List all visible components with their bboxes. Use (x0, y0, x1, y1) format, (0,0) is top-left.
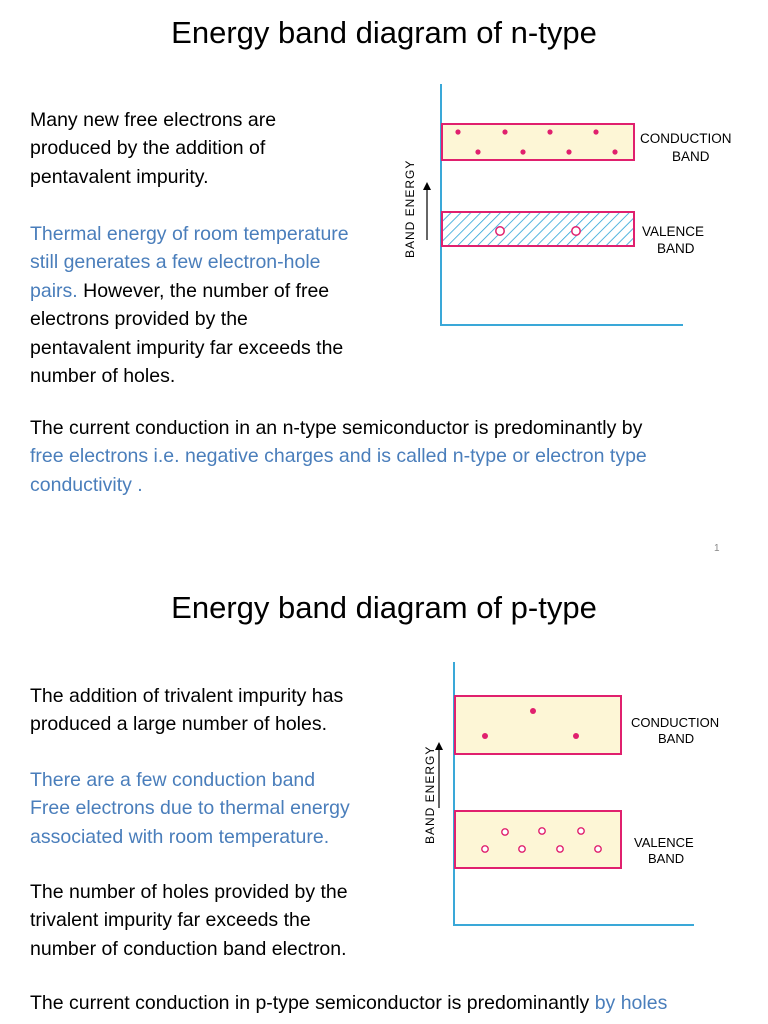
text-conduction-intro: The current conduction in p-type semiconductor is predominantly (30, 992, 595, 1014)
valence-band (455, 811, 621, 868)
hole-circle (539, 828, 545, 834)
hole-circle (572, 227, 580, 235)
highlight-thermal-energy: Thermal energy of room temperature still generates a few electron-hole pairs. (30, 223, 349, 302)
paragraph-current-conduction (30, 414, 750, 499)
paragraph-free-electrons: Many new free electrons are produced by the addition of pentavalent impurity. (30, 109, 277, 188)
slide-title: Energy band diagram of p-type (171, 590, 597, 625)
p-type-band-diagram (410, 660, 730, 930)
hole-circle (496, 227, 504, 235)
valence-label-line1: VALENCE (642, 224, 705, 239)
hole-circle (502, 829, 508, 835)
electron-dot (482, 733, 488, 739)
electron-dot (573, 733, 579, 739)
conduction-band (455, 696, 621, 754)
highlight-by-holes: by holes (594, 992, 668, 1014)
electron-dot (520, 149, 525, 154)
highlight-electron-conductivity: free electrons i.e. negative charges and is called n-type or electron type conductivity . (30, 445, 647, 496)
hole-circle (595, 846, 601, 852)
paragraph-thermal-energy (30, 220, 400, 390)
valence-band (442, 212, 634, 246)
conduction-label-line2: BAND (672, 149, 710, 164)
paragraph-holes-exceed: The number of holes provided by the trivalent impurity far exceeds the number of conduction band electron. (30, 881, 348, 960)
hole-circle (557, 846, 563, 852)
electron-dot (566, 149, 571, 154)
page-number: 1 (714, 543, 720, 554)
valence-label-line1: VALENCE (634, 835, 694, 850)
axis-label: BAND ENERGY (403, 159, 417, 258)
electron-dot (612, 149, 617, 154)
arrow-head-icon (423, 182, 431, 190)
electron-dot (593, 129, 598, 134)
electron-dot (530, 708, 536, 714)
n-type-band-diagram (395, 80, 755, 335)
hole-circle (519, 846, 525, 852)
electron-dot (502, 129, 507, 134)
valence-label-line2: BAND (657, 241, 695, 256)
slide-title: Energy band diagram of n-type (171, 15, 597, 50)
text-free-electrons-exceed: However, the number of free electrons provided by the pentavalent impurity far exceeds the number of holes. (30, 279, 344, 388)
electron-dot (547, 129, 552, 134)
electron-dot (455, 129, 460, 134)
slide-p-type (0, 575, 768, 1024)
axis-label: BAND ENERGY (423, 745, 437, 844)
valence-label-line2: BAND (648, 851, 685, 866)
hole-circle (482, 846, 488, 852)
paragraph-hole-conduction (30, 989, 760, 1017)
conduction-label-line2: BAND (658, 731, 695, 746)
hole-circle (578, 828, 584, 834)
electron-dot (475, 149, 480, 154)
paragraph-thermal-electrons: There are a few conduction band Free electrons due to thermal energy associated with room temperature. (30, 769, 350, 848)
text-conduction-intro: The current conduction in an n-type semiconductor is predominantly by (30, 417, 643, 439)
conduction-label-line1: CONDUCTION (631, 715, 720, 730)
conduction-band (442, 124, 634, 160)
paragraph-trivalent-impurity: The addition of trivalent impurity has produced a large number of holes. (30, 685, 344, 736)
conduction-label-line1: CONDUCTION (640, 131, 732, 146)
